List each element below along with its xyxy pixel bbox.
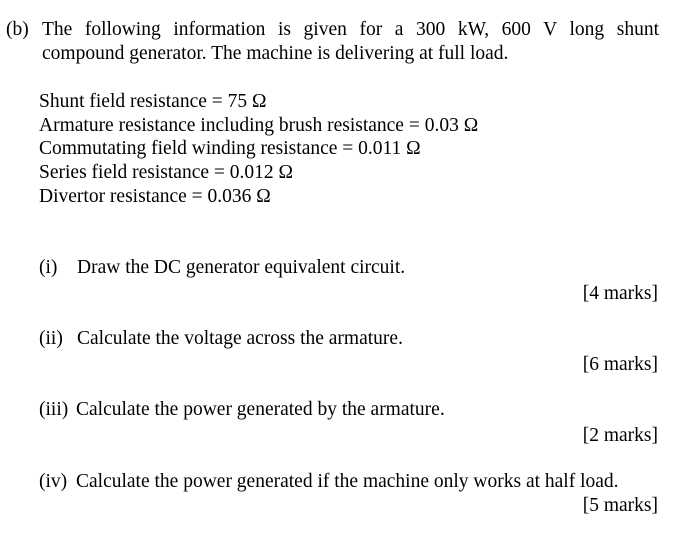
given-armature-resistance: Armature resistance including brush resistance = 0.03 Ω [39,115,479,136]
marks-iv: [5 marks] [582,495,658,516]
given-shunt-field-resistance: Shunt field resistance = 75 Ω [39,91,267,112]
marks-i: [4 marks] [582,283,658,304]
subquestion-i [39,256,405,280]
subquestion-number: (iii) [39,399,69,420]
subquestion-number: (iv) [39,471,68,492]
subquestion-number: (i) [39,257,58,278]
subquestion-text: Draw the DC generator equivalent circuit. [77,257,406,278]
subquestion-text: Calculate the voltage across the armature. [77,328,403,349]
intro-line-2: compound generator. The machine is delivering at full load. [42,43,509,64]
subquestion-iv [39,470,619,494]
subquestion-text: Calculate the power generated if the machine only works at half load. [76,471,619,492]
given-series-field-resistance: Series field resistance = 0.012 Ω [39,162,294,183]
subquestion-number: (ii) [39,328,63,349]
subquestion-text: Calculate the power generated by the armature. [76,399,445,420]
subquestion-ii [39,327,403,351]
subquestion-iii [39,398,445,422]
part-label: (b) [6,19,29,40]
given-divertor-resistance: Divertor resistance = 0.036 Ω [39,186,271,207]
intro-line-1: The following information is given for a 300 kW, 600 V long shunt [42,19,659,40]
marks-iii: [2 marks] [582,425,658,446]
marks-ii: [6 marks] [582,354,658,375]
given-commutating-field-resistance: Commutating field winding resistance = 0.011 Ω [39,138,421,159]
